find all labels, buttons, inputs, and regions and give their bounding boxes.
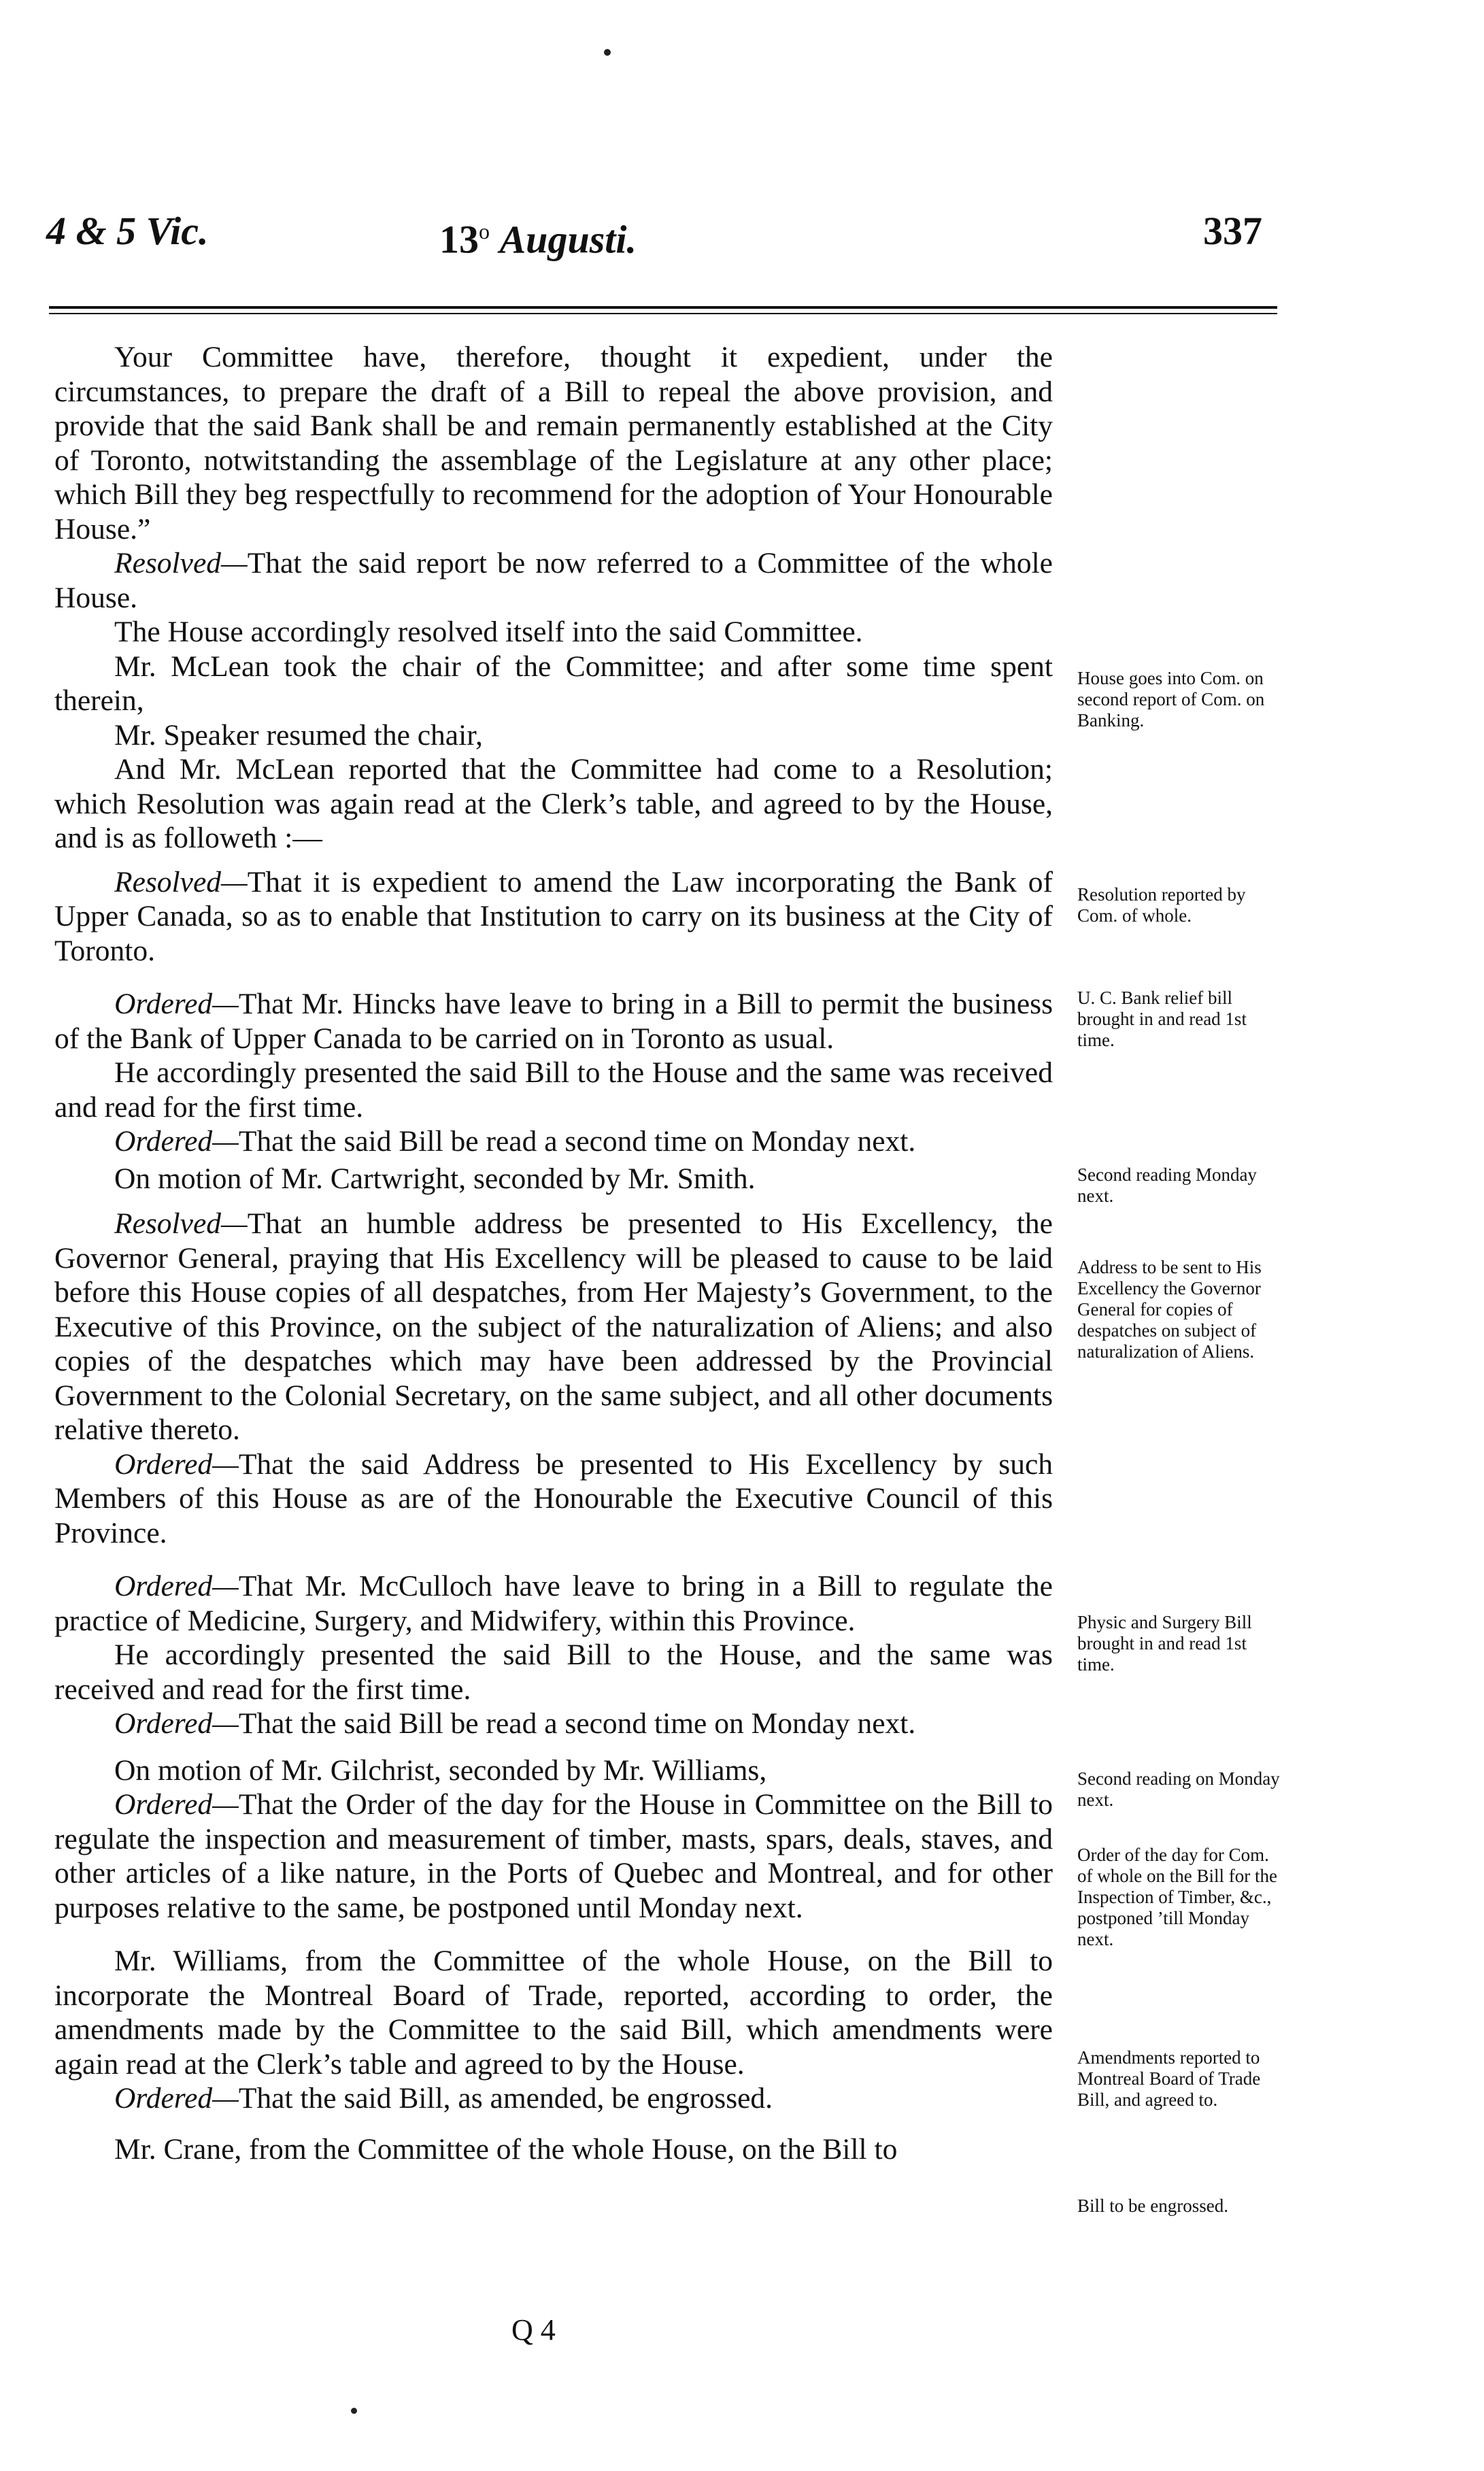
margin-note-address-aliens: Address to be sent to His Excellency the Governor General for copies of despatches on subject of naturalization of Aliens. [1077,1257,1262,1362]
signature-mark: Q 4 [511,2313,556,2347]
paragraph-text: That the Order of the day for the House in Committee on the Bill to regulate the inspection and measurement of timber, masts, spars, deals, staves, and other articles of a like nature, in the Ports of Quebec and Montreal, and for other purposes relative to the same, be postponed until Monday next. [54,1788,1053,1924]
paragraph-ordered-address [54,1447,1053,1551]
paragraph-lead: Ordered— [114,1570,239,1602]
paragraph-resolved-address [54,1207,1053,1447]
paragraph-crane-report [54,2132,1053,2167]
body-text [54,340,1053,2166]
paragraph-ordered-postpone [54,1787,1053,1925]
paragraph-text: He accordingly presented the said Bill to the House, and the same was received and read for the first time. [54,1638,1053,1706]
margin-note-timber-order-postponed: Order of the day for Com. of whole on the Bill for the Inspection of Timber, &c., postponed ’till Monday next. [1077,1845,1277,1949]
paragraph-text: That the said Bill be read a second time on Monday next. [238,1125,916,1158]
paragraph-house-resolves [54,615,1053,650]
paragraph-text: That the said report be now referred to a Committee of the whole House. [54,547,1053,614]
paragraph-text: Your Committee have, therefore, thought it expedient, under the circumstances, to prepare the draft of a Bill to repeal the above provision, and provide that the said Bank shall be and remain permanently established at the City of Toronto, notwitstanding the assemblage of the Legislature at any other place; which Bill they beg respectfully to recommend for the adoption of Your Honourable House.” [54,341,1053,545]
paragraph-text: Mr. Speaker resumed the chair, [114,718,483,752]
margin-note-house-goes-into-committee: House goes into Com. on second report of Com. on Banking. [1077,668,1265,730]
paragraph-lead: Ordered— [114,1788,239,1821]
paragraph-speaker-resumed [54,718,1053,753]
paragraph-presented-2 [54,1638,1053,1707]
margin-note-second-reading-1: Second reading Monday next. [1077,1164,1257,1206]
page-number: 337 [1203,209,1262,253]
paragraph-text: Mr. Crane, from the Committee of the whole House, on the Bill to [114,2132,898,2166]
paragraph-text: That an humble address be presented to His Excellency, the Governor General, praying that His Excellency will be pleased to cause to be laid before this House copies of all despatches, from Her Majesty’s Government, to the Executive of this Province, on the subject of the naturalization of Aliens; and also copies of the despatches which may have been addressed by the Provincial Government to the Colonial Secretary, on the same subject, and all other documents relative thereto. [54,1207,1053,1446]
paragraph-mclean-reported [54,752,1053,856]
paragraph-motion-cartwright [54,1162,1053,1196]
paragraph-lead: Ordered— [114,1447,239,1481]
paragraph-text: That the said Bill be read a second time on Monday next. [238,1707,916,1740]
paragraph-text: Mr. McLean took the chair of the Committee; and after some time spent therein, [54,650,1053,717]
margin-note-resolution-reported: Resolution reported by Com. of whole. [1077,884,1246,926]
paragraph-text: And Mr. McLean reported that the Committee had come to a Resolution; which Resolution was again read at the Clerk’s table, and agreed to by the House, and is as followeth :— [54,753,1053,854]
paragraph-williams-report [54,1944,1053,2081]
paragraph-ordered-second-1 [54,1124,1053,1159]
header-session: 4 & 5 Vic. [46,209,209,253]
margin-note-physic-surgery-bill: Physic and Surgery Bill brought in and read 1st time. [1077,1612,1252,1675]
paragraph-ordered-mcculloch [54,1569,1053,1638]
header-date-superscript: o [479,219,490,243]
paragraph-motion-gilchrist [54,1753,1053,1788]
header-rule-thin [49,313,1277,314]
paragraph-lead: Resolved— [114,547,248,579]
top-speck [604,49,611,56]
paragraph-lead: Ordered— [114,1707,239,1740]
paragraph-ordered-hincks [54,987,1053,1056]
paragraph-mclean-chair [54,650,1053,718]
paragraph-presented-1 [54,1056,1053,1124]
paragraph-lead: Resolved— [114,1207,248,1240]
paragraph-ordered-engrossed [54,2081,1053,2116]
paragraph-text: That Mr. McCulloch have leave to bring in a Bill to regulate the practice of Medicine, Surgery, and Midwifery, within this Province. [54,1570,1053,1637]
header-date-word: Augusti. [499,217,637,262]
margin-note-montreal-board-amendments: Amendments reported to Montreal Board of Trade Bill, and agreed to. [1077,2047,1261,2110]
header-date [439,207,637,263]
paragraph-text: On motion of Mr. Cartwright, seconded by Mr. Smith. [114,1162,756,1195]
header-date-number: 13 [439,217,479,262]
paragraph-resolved-amend [54,865,1053,969]
paragraph-text: He accordingly presented the said Bill to the House and the same was received and read for the first time. [54,1056,1053,1124]
paragraph-lead: Ordered— [114,988,239,1020]
paragraph-text: That it is expedient to amend the Law incorporating the Bank of Upper Canada, so as to enable that Institution to carry on its business at the City of Toronto. [54,865,1053,967]
paragraph-text: On motion of Mr. Gilchrist, seconded by Mr. Williams, [114,1753,767,1787]
paragraph-committee-report [54,340,1053,546]
paragraph-lead: Ordered— [114,2082,239,2115]
paragraph-text: Mr. Williams, from the Committee of the whole House, on the Bill to incorporate the Montreal Board of Trade, reported, according to order, the amendments made by the Committee to the said Bill, which amendments were again read at the Clerk’s table and agreed to by the House. [54,1945,1053,2081]
paragraph-ordered-second-2 [54,1707,1053,1741]
paragraph-resolved-refer [54,546,1053,615]
paragraph-text: That the said Address be presented to His Excellency by such Members of this House as are of the Honourable the Executive Council of this Province. [54,1447,1053,1549]
paragraph-text: That the said Bill, as amended, be engrossed. [238,2082,773,2115]
bottom-speck [351,2408,357,2414]
paragraph-text: That Mr. Hincks have leave to bring in a Bill to permit the business of the Bank of Upper Canada to be carried on in Toronto as usual. [54,988,1053,1055]
header-rule-thick [49,306,1277,309]
paragraph-lead: Resolved— [114,865,248,898]
margin-note-bill-engrossed: Bill to be engrossed. [1077,2196,1228,2216]
margin-note-second-reading-2: Second reading on Monday next. [1077,1768,1280,1810]
margin-note-bank-relief-bill: U. C. Bank relief bill brought in and read 1st time. [1077,988,1247,1050]
paragraph-lead: Ordered— [114,1125,239,1158]
paragraph-text: The House accordingly resolved itself into the said Committee. [114,616,863,648]
